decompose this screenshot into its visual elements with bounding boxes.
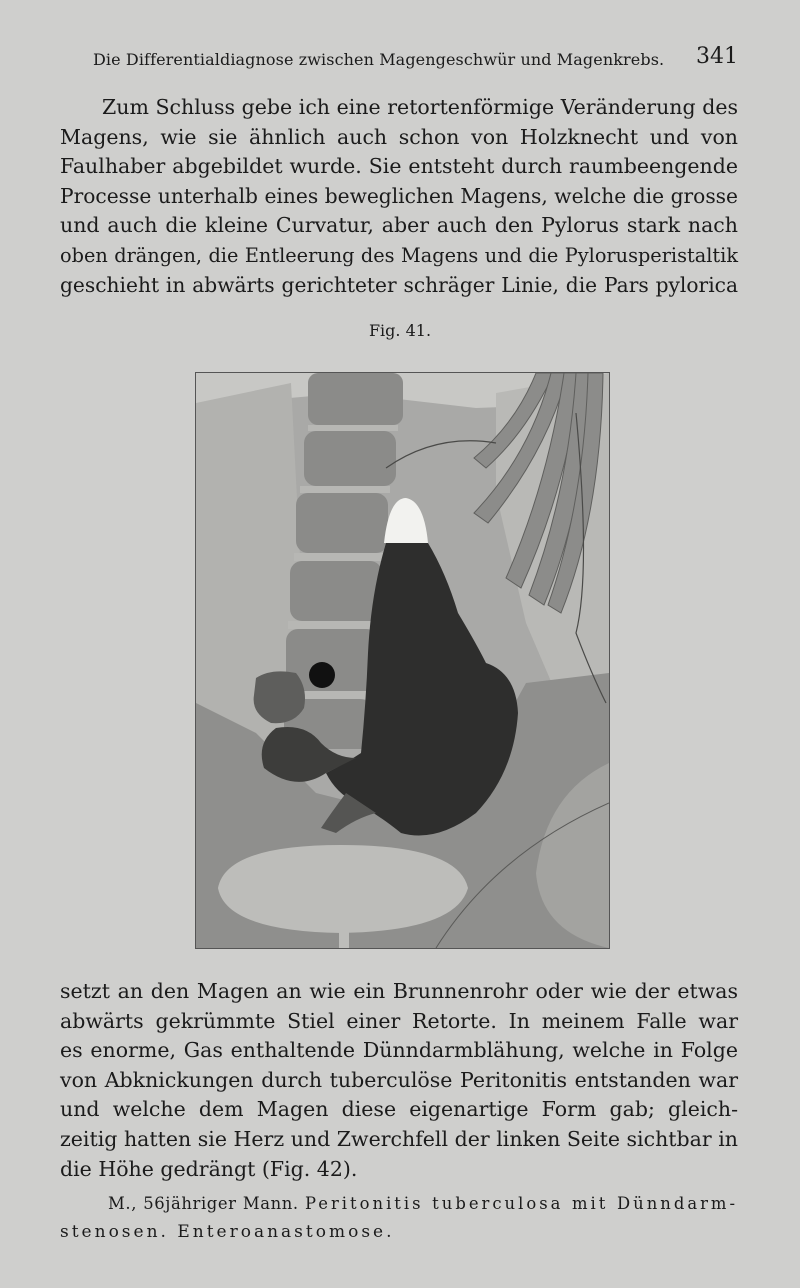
- text-line: geschieht in abwärts gerichteter schräger Linie, die Pars pylorica: [60, 272, 738, 297]
- case-caption: [60, 1189, 738, 1247]
- text-line: Magens, wie sie ähnlich auch schon von Holzknecht und von: [60, 124, 738, 149]
- text-line: setzt an den Magen an wie ein Brunnenrohr oder wie der etwas: [60, 979, 738, 1003]
- text-line: Processe unterhalb eines beweglichen Magens, welche die grosse: [60, 183, 738, 208]
- text-line: und auch die kleine Curvatur, aber auch den Pylorus stark nach: [60, 213, 738, 238]
- radiograph-illustration: [195, 372, 610, 949]
- text-line: es enorme, Gas enthaltende Dünndarmblähung, welche in Folge: [60, 1038, 738, 1063]
- text-line: abwärts gekrümmte Stiel einer Retorte. In meinem Falle war: [60, 1008, 738, 1033]
- caption-patient: M., 56jähriger Mann.: [108, 1194, 299, 1213]
- paragraph-intro: [60, 93, 738, 300]
- caption-line: [60, 1189, 738, 1218]
- caption-diagnosis: Peritonitis tuberculosa mit Dünndarm-: [304, 1194, 739, 1213]
- text-line: und welche dem Magen diese eigenartige Form gab; gleich-: [60, 1097, 738, 1122]
- text-line: die Höhe gedrängt (Fig. 42).: [60, 1156, 358, 1181]
- running-header: [93, 44, 738, 72]
- figure-label: Fig. 41.: [368, 321, 432, 340]
- page-number: 341: [696, 44, 738, 69]
- paragraph-continued: [60, 977, 738, 1184]
- text-line: Zum Schluss gebe ich eine retortenförmige Veränderung des: [102, 95, 738, 119]
- text-line: Faulhaber abgebildet wurde. Sie entsteht durch raumbeengende: [60, 154, 738, 179]
- text-line: oben drängen, die Entleerung des Magens und die Pylorusperistaltik: [60, 243, 738, 267]
- text-line: zeitig hatten sie Herz und Zwerchfell der linken Seite sichtbar in: [60, 1126, 738, 1151]
- text-line: von Abknickungen durch tuberculöse Peritonitis entstanden war: [60, 1067, 738, 1092]
- caption-line: stenosen. Enteroanastomose.: [60, 1222, 395, 1242]
- running-title: Die Differentialdiagnose zwischen Magengeschwür und Magenkrebs.: [93, 50, 665, 69]
